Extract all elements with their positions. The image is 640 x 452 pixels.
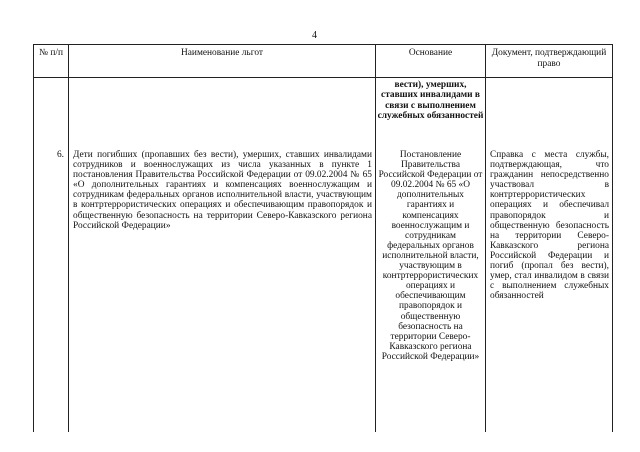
page-number: 4 bbox=[312, 30, 317, 41]
document-cell: Справка с места службы, подтверждающая, что гражданин непосредственно участвовал в контртеррористических операциях и обеспечивал правопорядок и общественную безопасность на территории Северо-Кавказского региона Российской Федерации и погиб (пропал без вести), умер, стал инвалидом в связи с выполнением служебных обязанностей bbox=[490, 150, 609, 302]
continuation-row bbox=[34, 77, 612, 148]
benefit-name-cell: Дети погибших (пропавших без вести), умерших, ставших инвалидами сотрудников и военнослужащих из числа указанных в пункте 1 постановления Правительства Российской Федерации от 09.02.2004 № 65 «О дополнительных гарантиях и компенсациях военнослужащим и сотрудникам федеральных органов исполнительной власти, участвующим в контртеррористических операциях и обеспечивающим правопорядок и общественную безопасность на территории Северо-Кавказского региона Российской Федерации» bbox=[69, 148, 376, 432]
continuation-document-cell bbox=[486, 78, 612, 148]
header-benefit-name: Наименование льгот bbox=[69, 45, 376, 77]
benefits-table bbox=[33, 44, 613, 432]
header-document: Документ, подтверждающий право bbox=[491, 48, 607, 69]
continuation-basis-cell: вести), умерших, ставших инвалидами в связи с выполнением служебных обязанностей bbox=[376, 78, 486, 148]
basis-cell: Постановление Правительства Российской Федерации от 09.02.2004 № 65 «О дополнительных гарантиях и компенсациях военнослужащим и сотрудникам федеральных органов исполнительной власти, участвующим в контртеррористических операциях и обеспечивающим правопорядок и общественную безопасность на территории Северо-Кавказского региона Российской Федерации» bbox=[376, 148, 486, 432]
row-number: 6. bbox=[34, 148, 69, 432]
continuation-name-cell bbox=[69, 78, 376, 148]
table-row bbox=[34, 148, 612, 432]
header-basis: Основание bbox=[376, 45, 486, 77]
header-number: № п/п bbox=[34, 45, 69, 77]
continuation-number-cell bbox=[34, 78, 69, 148]
table-header-row bbox=[34, 44, 612, 77]
